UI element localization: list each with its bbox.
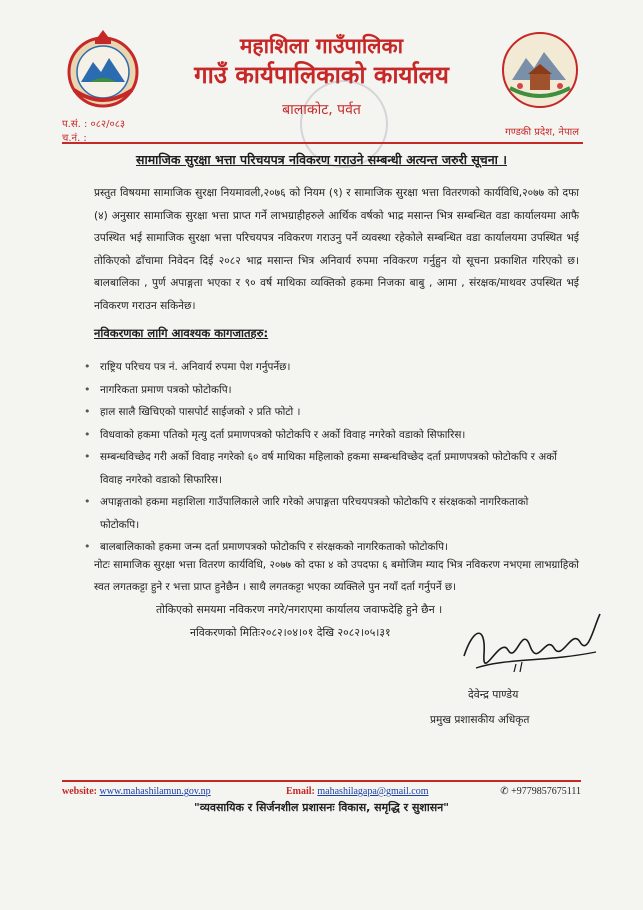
office-location: बालाकोट, पर्वत [282, 102, 361, 118]
documents-list [84, 356, 569, 559]
list-item: • बालबालिकाको हकमा जन्म दर्ता प्रमाणपत्रको फोटोकपि र संरक्षकको नागरिकताको फोटोकपि। [84, 536, 569, 559]
footer-phone: ✆ +9779857675111 [500, 786, 581, 797]
list-item: • अपाङ्गताको हकमा महाशिला गाउँपालिकाले जारि गरेको अपाङ्गता परिचयपत्रको फोटोकपि र संरक्षकको नागरिकताको फोटोकपि। [84, 491, 569, 536]
municipality-logo-icon [500, 30, 580, 110]
website-link[interactable]: www.mahashilamun.gov.np [99, 786, 211, 797]
bullet-icon: • [84, 427, 91, 441]
list-item: • हाल सालै खिचिएको पासपोर्ट साईजको २ प्रति फोटो । [84, 401, 569, 424]
notice-paragraph: प्रस्तुत विषयमा सामाजिक सुरक्षा नियमावली,२०७६ को नियम (९) र सामाजिक सुरक्षा भत्ता वितरणको कार्यविधि,२०७७ को दफा (४) अनुसार सामाजिक सुरक्षा भत्ता प्राप्त गर्ने लाभग्राहीहरुले आर्थिक वर्षको भाद्र मसान्त भित्र सम्बन्धित वडा कार्यालयमा आफै उपस्थित भई सामाजिक सुरक्षा भत्ता परिचयपत्र नविकरण गराउनु पर्ने व्यवस्था रहेकोले सम्बन्धित वडा कार्यालयमा उपस्थित भई तोकिएको ढाँचामा निवेदन दिई २०८२ भाद्र मसान्त भित्र अनिवार्य रुपमा नविकरण गर्नुहुन यो सूचना प्रकाशित गरिएको छ। बालबालिका , पुर्ण अपाङ्गता भएका र ९० वर्ष माथिका व्यक्तिको हकमा निजका बाबु , आमा , संरक्षक/माथवर उपस्थित भई नविकरण गराउन सकिनेछ। [94, 187, 579, 312]
bullet-icon: • [84, 540, 91, 553]
footer-email [286, 786, 429, 797]
list-item: • विधवाको हकमा पतिको मृत्यु दर्ता प्रमाणपत्रको फोटोकपि र अर्को विवाह नगरेको वडाको सिफारिस। [84, 424, 569, 447]
bullet-icon: • [84, 450, 91, 463]
deadline-warning: तोकिएको समयमा नविकरण नगरे/नगराएमा कार्यालय जवाफदेहि हुने छैन । [156, 603, 443, 616]
bullet-icon: • [84, 495, 91, 508]
dispatch-no: च.नं. : [62, 133, 87, 144]
bullet-icon: • [84, 405, 91, 418]
ref-no: प.सं. : ०८२/०८३ [62, 119, 126, 130]
notice-note: नोटः सामाजिक सुरक्षा भत्ता वितरण कार्यविधि, २०७७ को दफा ४ को उपदफा ६ बमोजिम म्याद भित्र नविकरण नभएमा लाभग्राहिको स्वत लगतकट्टा हुने र भत्ता प्राप्त हुनेछैन । साथै लगतकट्टा भएका व्यक्तिले पुन नयाँ दर्ता गर्नुपर्ने छ। [94, 559, 579, 593]
bullet-icon: • [84, 382, 91, 396]
list-item: • सम्बन्धविच्छेद गरी अर्को विवाह नगरेको ६० वर्ष माथिका महिलाको हकमा सम्बन्धविच्छेद दर्ता प्रमाणपत्रको फोटोकपि र अर्को विवाह नगरेको वडाको सिफारिस। [84, 446, 569, 491]
renewal-date-range: नविकरणको मितिः२०८२।०४।०१ देखि २०८२।०५।३१ [190, 626, 391, 639]
signature-icon [456, 606, 606, 676]
header-divider [62, 142, 583, 144]
footer-divider [62, 780, 581, 782]
footer-slogan: "व्यवसायिक र सिर्जनशील प्रशासनः विकास, समृद्धि र सुशासन" [193, 801, 449, 814]
list-item: • राष्ट्रिय परिचय पत्र नं. अनिवार्य रुपमा पेश गर्नुपर्नेछ। [84, 356, 569, 379]
signatory-name: देवेन्द्र पाण्डेय [468, 688, 519, 701]
province: गण्डकी प्रदेश, नेपाल [505, 127, 579, 138]
documents-heading: नविकरणका लागि आवश्यक कागजातहरु: [94, 326, 269, 340]
email-link[interactable]: mahashilagapa@gmail.com [317, 786, 429, 797]
email-label: Email: [286, 786, 315, 797]
list-item: • नागरिकता प्रमाण पत्रको फोटोकपि। [84, 379, 569, 402]
municipality-name: महाशिला गाउँपालिका [239, 34, 404, 58]
website-label: website: [62, 786, 97, 797]
notice-subject: सामाजिक सुरक्षा भत्ता परिचयपत्र नविकरण गराउने सम्बन्धी अत्यन्त जरुरी सूचना । [136, 152, 507, 167]
footer-website [62, 786, 211, 797]
bullet-icon: • [84, 360, 91, 373]
signatory-title: प्रमुख प्रशासकीय अधिकृत [430, 714, 530, 726]
nepal-emblem-icon [62, 28, 144, 112]
office-title: गाउँ कार्यपालिकाको कार्यालय [194, 61, 449, 89]
